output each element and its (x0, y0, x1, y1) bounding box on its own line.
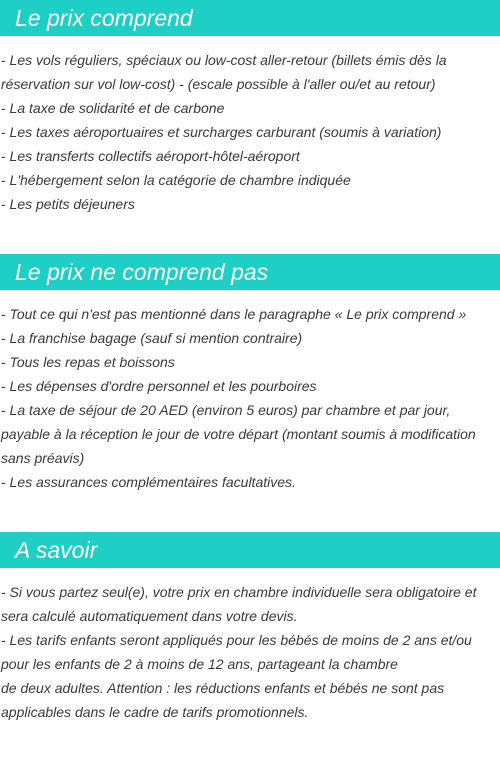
list-item: - Si vous partez seul(e), votre prix en chambre individuelle sera obligatoire et sera calculé automatiquement dans votre devis. (1, 584, 477, 624)
list-item: - Les dépenses d'ordre personnel et les pourboires (1, 378, 317, 394)
section-body (0, 36, 500, 216)
list-item: - La franchise bagage (sauf si mention contraire) (1, 330, 303, 346)
list-item: - Les assurances complémentaires facultatives. (1, 474, 296, 490)
list-item: - Les tarifs enfants seront appliqués pour les bébés de moins de 2 ans et/ou pour les enfants de 2 à moins de 12 ans, partageant la chambre (1, 632, 472, 672)
section-title: Le prix ne comprend pas (15, 259, 269, 285)
section-title: A savoir (15, 537, 98, 563)
section-header (0, 532, 500, 568)
section-title: Le prix comprend (15, 5, 193, 31)
section-header (0, 254, 500, 290)
list-item: - Les petits déjeuners (1, 196, 135, 212)
list-item: - L'hébergement selon la catégorie de chambre indiquée (1, 172, 351, 188)
list-item: - Tout ce qui n'est pas mentionné dans le paragraphe « Le prix comprend » (1, 306, 467, 322)
list-item: - Les taxes aéroportuaires et surcharges carburant (soumis à variation) (1, 124, 442, 140)
list-item: - La taxe de solidarité et de carbone (1, 100, 225, 116)
section-prix-comprend (0, 0, 500, 216)
section-prix-ne-comprend-pas (0, 254, 500, 494)
section-header (0, 0, 500, 36)
section-a-savoir (0, 532, 500, 724)
list-item: - Les transferts collectifs aéroport-hôtel-aéroport (1, 148, 300, 164)
section-body (0, 290, 500, 494)
list-item: - Tous les repas et boissons (1, 354, 175, 370)
list-item: - La taxe de séjour de 20 AED (environ 5 euros) par chambre et par jour, payable à la réception le jour de votre départ (montant soumis à modification sans préavis) (1, 402, 476, 466)
section-body (0, 568, 500, 724)
list-item: - Les vols réguliers, spéciaux ou low-cost aller-retour (billets émis dès la réservation sur vol low-cost) - (escale possible à l'aller ou/et au retour) (1, 52, 447, 92)
list-item: de deux adultes. Attention : les réductions enfants et bébés ne sont pas applicables dans le cadre de tarifs promotionnels. (1, 680, 445, 720)
